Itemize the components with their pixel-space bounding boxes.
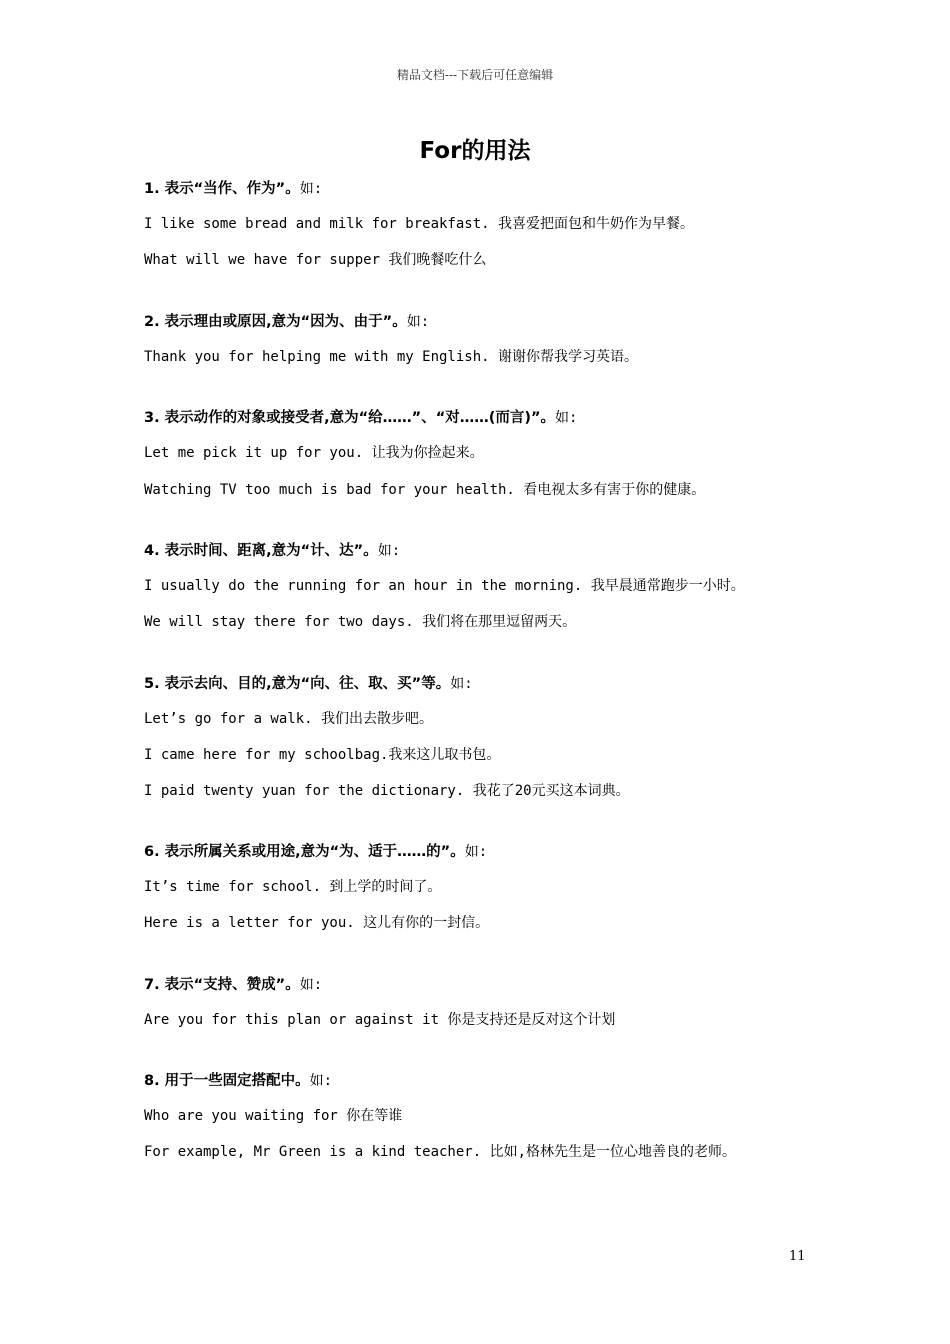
section-heading — [144, 539, 400, 560]
example-sentence: Let me pick it up for you. 让我为你捡起来。 — [144, 445, 484, 461]
example-sentence: It’s time for school. 到上学的时间了。 — [144, 879, 442, 895]
example-intro: 如: — [299, 977, 323, 993]
heading-text: 2. 表示理由或原因,意为“因为、由于”。 — [144, 314, 407, 330]
section-heading — [144, 177, 322, 198]
page-number: 11 — [789, 1249, 806, 1264]
example-sentence: Watching TV too much is bad for your health. 看电视太多有害于你的健康。 — [144, 482, 706, 498]
example-intro: 如: — [309, 1073, 333, 1089]
heading-text: 7. 表示“支持、赞成”。 — [144, 977, 300, 993]
section-heading — [144, 406, 577, 427]
example-intro: 如: — [464, 844, 488, 860]
heading-text: 3. 表示动作的对象或接受者,意为“给……”、“对……(而言)”。 — [144, 410, 556, 426]
heading-text: 4. 表示时间、距离,意为“计、达”。 — [144, 543, 378, 559]
example-sentence: What will we have for supper 我们晚餐吃什么 — [144, 252, 487, 268]
example-intro: 如: — [299, 181, 323, 197]
section-heading — [144, 672, 473, 693]
heading-text: 6. 表示所属关系或用途,意为“为、适于……的”。 — [144, 844, 465, 860]
example-intro: 如: — [450, 676, 473, 692]
example-intro: 如: — [377, 543, 401, 559]
page-title: For的用法 — [419, 138, 531, 164]
example-sentence: I paid twenty yuan for the dictionary. 我花了20元买这本词典。 — [144, 783, 630, 799]
example-sentence: I usually do the running for an hour in the morning. 我早晨通常跑步一小时。 — [144, 578, 745, 594]
example-sentence: For example, Mr Green is a kind teacher. 比如,格林先生是一位心地善良的老师。 — [144, 1144, 737, 1160]
example-sentence: Thank you for helping me with my English. 谢谢你帮我学习英语。 — [144, 349, 639, 365]
example-sentence: Let’s go for a walk. 我们出去散步吧。 — [144, 711, 434, 727]
example-sentence: Who are you waiting for 你在等谁 — [144, 1108, 403, 1124]
heading-text: 5. 表示去向、目的,意为“向、往、取、买”等。 — [144, 676, 451, 692]
page-header: 精品文档---下载后可任意编辑 — [396, 68, 554, 82]
section-heading — [144, 840, 487, 861]
example-sentence: Here is a letter for you. 这儿有你的一封信。 — [144, 915, 490, 931]
section-heading — [144, 1069, 332, 1090]
example-sentence: I came here for my schoolbag.我来这儿取书包。 — [144, 747, 501, 763]
example-intro: 如: — [555, 410, 578, 426]
example-sentence: I like some bread and milk for breakfast. 我喜爱把面包和牛奶作为早餐。 — [144, 216, 695, 232]
section-heading — [144, 310, 429, 331]
heading-text: 1. 表示“当作、作为”。 — [144, 181, 300, 197]
example-sentence: Are you for this plan or against it 你是支持还是反对这个计划 — [144, 1012, 616, 1028]
heading-text: 8. 用于一些固定搭配中。 — [144, 1073, 310, 1089]
example-intro: 如: — [406, 314, 430, 330]
example-sentence: We will stay there for two days. 我们将在那里逗留两天。 — [144, 614, 577, 630]
section-heading — [144, 973, 322, 994]
